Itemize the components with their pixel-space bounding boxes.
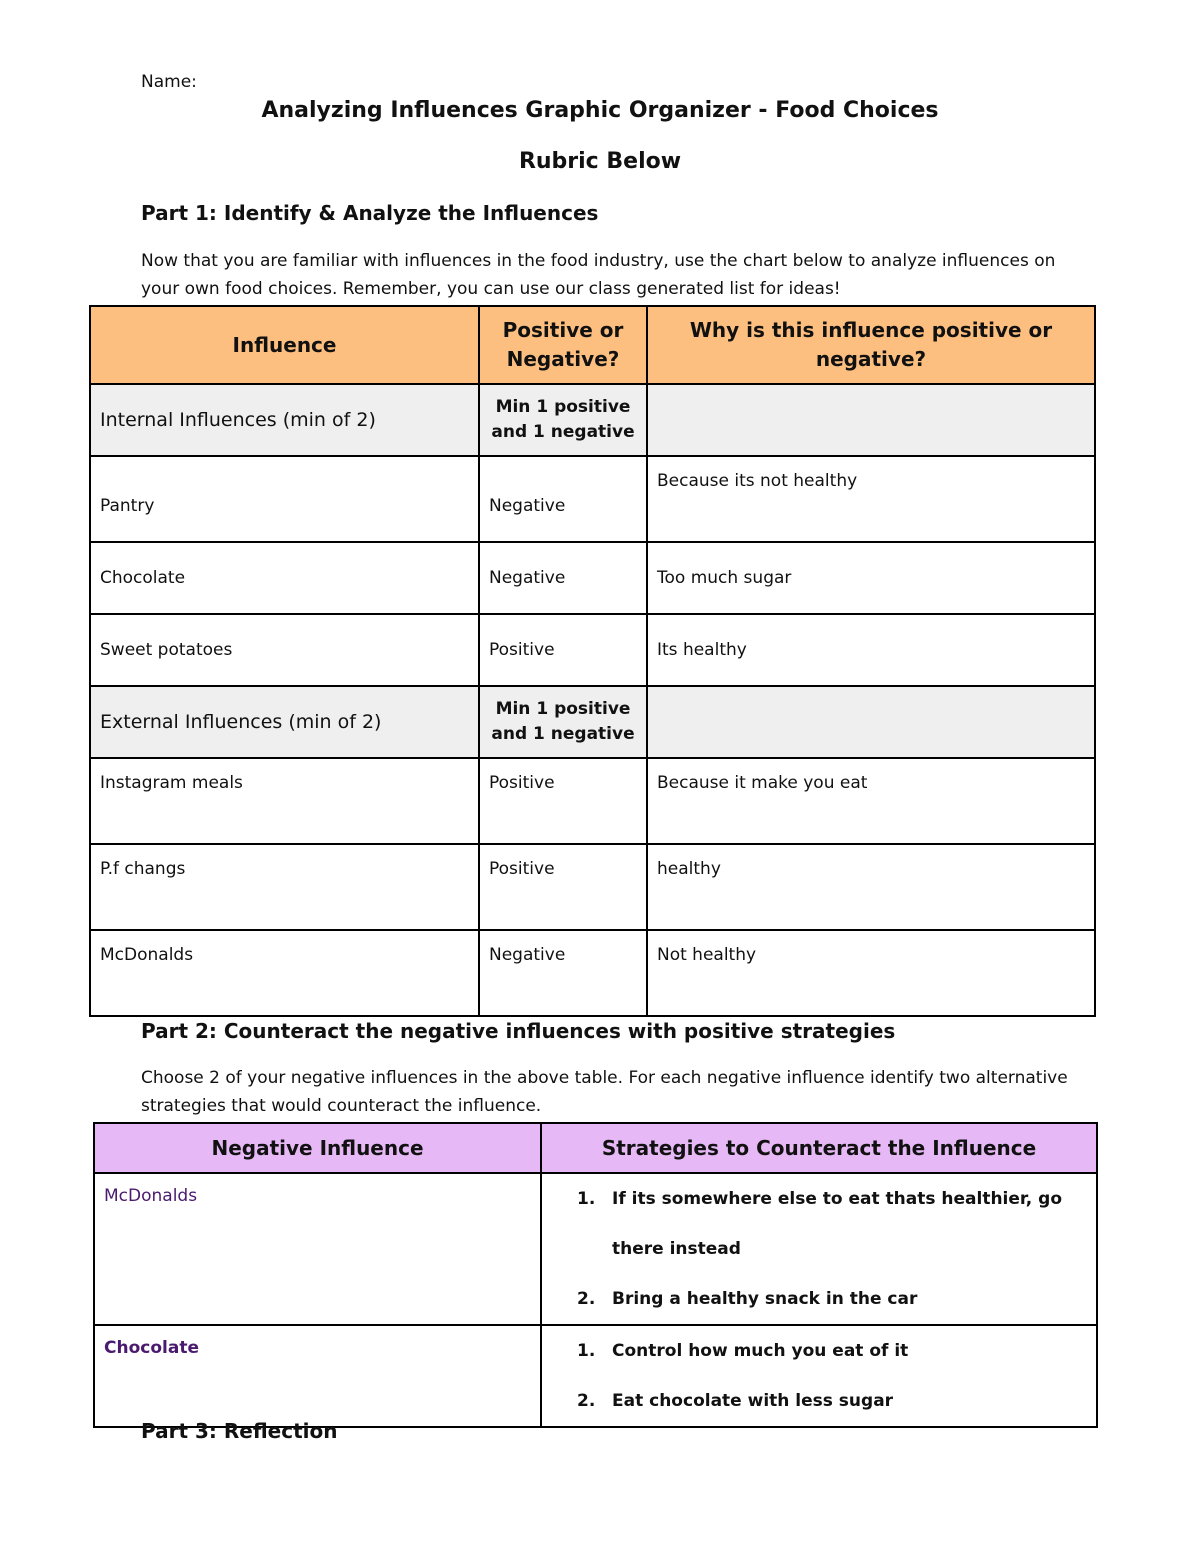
- type-cell: Negative: [479, 456, 647, 542]
- table-row: [90, 844, 1095, 930]
- list-number: 1.: [577, 1341, 596, 1361]
- table-row: [90, 614, 1095, 686]
- why-cell: Because it make you eat: [647, 758, 1095, 844]
- why-cell: Because its not healthy: [647, 456, 1095, 542]
- internal-influences-category-row: [90, 384, 1095, 456]
- column-header-strategies: Strategies to Counteract the Influence: [541, 1123, 1097, 1173]
- negative-influence-cell: McDonalds: [94, 1173, 541, 1325]
- list-item: [542, 1174, 1096, 1274]
- list-item: [542, 1326, 1096, 1376]
- document-subtitle: Rubric Below: [518, 149, 682, 174]
- negative-influence-cell: Chocolate: [94, 1325, 541, 1427]
- why-cell: Not healthy: [647, 930, 1095, 1016]
- strategy-text: If its somewhere else to eat thats healthier, go there instead: [612, 1189, 1063, 1259]
- strategies-cell: [541, 1325, 1097, 1427]
- table-row: [94, 1325, 1097, 1427]
- strategies-table: [93, 1122, 1098, 1428]
- column-header-influence: Influence: [90, 306, 479, 384]
- why-cell: Too much sugar: [647, 542, 1095, 614]
- min-note: Min 1 positive and 1 negative: [479, 384, 647, 456]
- influence-cell: McDonalds: [90, 930, 479, 1016]
- table-header-row: [90, 306, 1095, 384]
- strategy-text: Control how much you eat of it: [612, 1341, 909, 1361]
- why-cell: healthy: [647, 844, 1095, 930]
- list-number: 2.: [577, 1289, 596, 1309]
- table-row: [90, 758, 1095, 844]
- part1-instructions: Now that you are familiar with influences in the food industry, use the chart below to analyze influences on your own food choices. Remember, you can use our class generated list for ideas!: [141, 251, 1056, 299]
- column-header-negative-influence: Negative Influence: [94, 1123, 541, 1173]
- influence-cell: Pantry: [90, 456, 479, 542]
- strategy-list: [542, 1326, 1096, 1426]
- why-cell: Its healthy: [647, 614, 1095, 686]
- strategy-text: Eat chocolate with less sugar: [612, 1391, 894, 1411]
- type-cell: Positive: [479, 758, 647, 844]
- part3-heading: Part 3: Reflection: [141, 1419, 338, 1443]
- table-row: [90, 930, 1095, 1016]
- external-influences-label: External Influences (min of 2): [90, 686, 479, 758]
- table-header-row: [94, 1123, 1097, 1173]
- influences-table: [89, 305, 1096, 1017]
- column-header-why: Why is this influence positive or negative?: [647, 306, 1095, 384]
- part2-instructions: Choose 2 of your negative influences in the above table. For each negative influence identify two alternative strategies that would counteract the influence.: [141, 1068, 1068, 1116]
- min-note: Min 1 positive and 1 negative: [479, 686, 647, 758]
- column-header-positive-negative: Positive or Negative?: [479, 306, 647, 384]
- influence-cell: Instagram meals: [90, 758, 479, 844]
- influence-cell: P.f changs: [90, 844, 479, 930]
- strategies-cell: [541, 1173, 1097, 1325]
- influence-cell: Sweet potatoes: [90, 614, 479, 686]
- list-item: [542, 1274, 1096, 1324]
- empty-cell: [647, 384, 1095, 456]
- strategy-text: Bring a healthy snack in the car: [612, 1289, 918, 1309]
- table-row: [94, 1173, 1097, 1325]
- external-influences-category-row: [90, 686, 1095, 758]
- part2-heading: Part 2: Counteract the negative influences with positive strategies: [141, 1019, 896, 1043]
- table-row: [90, 456, 1095, 542]
- influence-cell: Chocolate: [90, 542, 479, 614]
- part1-heading: Part 1: Identify & Analyze the Influences: [141, 201, 599, 225]
- list-number: 1.: [577, 1189, 596, 1209]
- type-cell: Negative: [479, 930, 647, 1016]
- list-item: [542, 1376, 1096, 1426]
- type-cell: Positive: [479, 614, 647, 686]
- list-number: 2.: [577, 1391, 596, 1411]
- empty-cell: [647, 686, 1095, 758]
- type-cell: Positive: [479, 844, 647, 930]
- strategy-list: [542, 1174, 1096, 1324]
- document-title: Analyzing Influences Graphic Organizer - Food Choices: [261, 98, 939, 123]
- type-cell: Negative: [479, 542, 647, 614]
- table-row: [90, 542, 1095, 614]
- internal-influences-label: Internal Influences (min of 2): [90, 384, 479, 456]
- name-label: Name:: [141, 72, 197, 92]
